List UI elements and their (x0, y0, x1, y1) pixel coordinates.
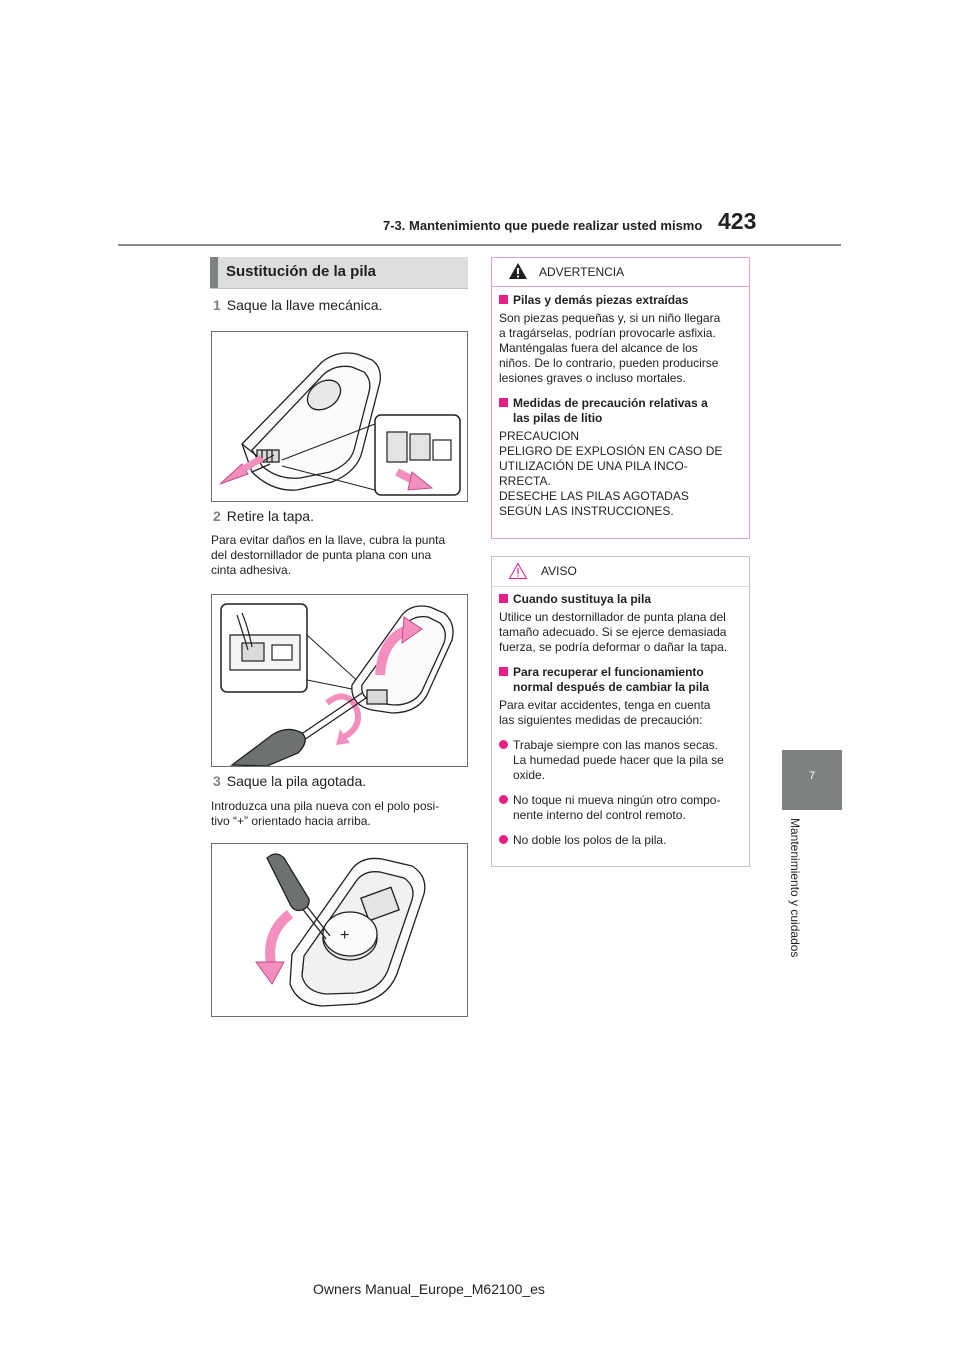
figure-remove-cover (211, 594, 468, 767)
notice-label: AVISO (541, 564, 577, 578)
notice-item-heading (499, 592, 747, 607)
notice-bullet (499, 793, 747, 823)
heading-line: Cuando sustituya la pila (513, 592, 652, 606)
warning-item-body (499, 429, 747, 519)
body-line: Utilice un destornillador de punta plana del (499, 610, 726, 624)
body-line: fuerza, se podría deformar o dañar la tapa. (499, 640, 728, 654)
body-line: DESECHE LAS PILAS AGOTADAS (499, 489, 689, 503)
square-bullet-icon (499, 594, 508, 603)
warning-item-heading (499, 293, 747, 308)
heading-line: Para recuperar el funcionamiento (513, 665, 704, 679)
bullet-line: No toque ni mueva ningún otro compo- (513, 793, 721, 807)
chapter-number: 7 (808, 770, 816, 782)
step-number: 3 (213, 773, 221, 789)
body-line: RRECTA. (499, 474, 551, 488)
square-bullet-icon (499, 295, 508, 304)
step-text: Saque la llave mecánica. (226, 297, 383, 313)
warning-item-heading (499, 396, 747, 426)
page-number: 423 (718, 208, 757, 234)
caution-triangle-outline-icon (508, 562, 528, 580)
step-3-note (211, 799, 471, 829)
square-bullet-icon (499, 398, 508, 407)
round-bullet-icon (499, 740, 508, 749)
notice-item-body (499, 610, 747, 655)
svg-text:+: + (340, 927, 350, 944)
notice-box (491, 556, 750, 867)
step-2 (213, 508, 314, 524)
square-bullet-icon (499, 667, 508, 676)
battery-removal-illustration (212, 844, 467, 1016)
note-line: del destornillador de punta plana con una (211, 548, 432, 562)
step-number: 1 (213, 297, 221, 313)
body-line: lesiones graves o incluso mortales. (499, 371, 686, 385)
body-line: Para evitar accidentes, tenga en cuenta (499, 698, 711, 712)
body-line: niños. De lo contrario, pueden producirse (499, 356, 719, 370)
screwdriver-cover-illustration (212, 595, 467, 766)
warning-triangle-icon (508, 262, 528, 280)
bullet-line: oxide. (513, 768, 546, 782)
notice-bullet (499, 738, 747, 783)
note-line: cinta adhesiva. (211, 563, 292, 577)
round-bullet-icon (499, 795, 508, 804)
notice-bullet (499, 833, 747, 848)
section-underline (210, 288, 468, 289)
bullet-line: No doble los polos de la pila. (513, 833, 667, 847)
round-bullet-icon (499, 835, 508, 844)
step-1 (213, 297, 382, 313)
notice-header (492, 557, 749, 587)
heading-line: normal después de cambiar la pila (513, 680, 710, 694)
notice-item-heading (499, 665, 747, 695)
step-text: Saque la pila agotada. (226, 773, 367, 789)
figure-remove-battery (211, 843, 468, 1017)
notice-content (499, 592, 747, 848)
notice-item-body (499, 698, 747, 728)
section-title: Sustitución de la pila (226, 263, 377, 280)
body-line: PELIGRO DE EXPLOSIÓN EN CASO DE (499, 444, 723, 458)
heading-line: Medidas de precaución relativas a (513, 396, 708, 410)
key-fob-illustration (212, 332, 467, 501)
step-2-note (211, 533, 471, 578)
note-line: tivo “+” orientado hacia arriba. (211, 814, 371, 828)
warning-box (491, 257, 750, 539)
step-3 (213, 773, 366, 789)
footer-text: Owners Manual_Europe_M62100_es (313, 1281, 545, 1297)
chapter-title: Mantenimiento y cuidados (788, 818, 802, 958)
body-line: Manténgalas fuera del alcance de los (499, 341, 698, 355)
note-line: Introduzca una pila nueva con el polo posi- (211, 799, 440, 813)
bullet-line: Trabaje siempre con las manos secas. (513, 738, 718, 752)
body-line: a tragárselas, podrían provocarle asfixia. (499, 326, 716, 340)
running-head: 7-3. Mantenimiento que puede realizar usted mismo (383, 218, 703, 233)
body-line: tamaño adecuado. Si se ejerce demasiada (499, 625, 727, 639)
warning-header (492, 258, 749, 287)
bullet-line: La humedad puede hacer que la pila se (513, 753, 724, 767)
note-line: Para evitar daños en la llave, cubra la punta (211, 533, 446, 547)
body-line: UTILIZACIÓN DE UNA PILA INCO- (499, 459, 688, 473)
body-line: PRECAUCION (499, 429, 580, 443)
body-line: las siguientes medidas de precaución: (499, 713, 703, 727)
step-text: Retire la tapa. (226, 508, 314, 524)
chapter-title-wrap (782, 818, 812, 988)
heading-line: las pilas de litio (513, 411, 603, 425)
body-line: SEGÚN LAS INSTRUCCIONES. (499, 504, 674, 518)
figure-remove-mechanical-key (211, 331, 468, 502)
header-rule (118, 244, 841, 246)
body-line: Son piezas pequeñas y, si un niño llegara (499, 311, 721, 325)
warning-label: ADVERTENCIA (539, 265, 625, 279)
warning-content (499, 293, 747, 519)
step-number: 2 (213, 508, 221, 524)
warning-item-body (499, 311, 747, 386)
bullet-line: nente interno del control remoto. (513, 808, 686, 822)
heading-line: Pilas y demás piezas extraídas (513, 293, 689, 307)
